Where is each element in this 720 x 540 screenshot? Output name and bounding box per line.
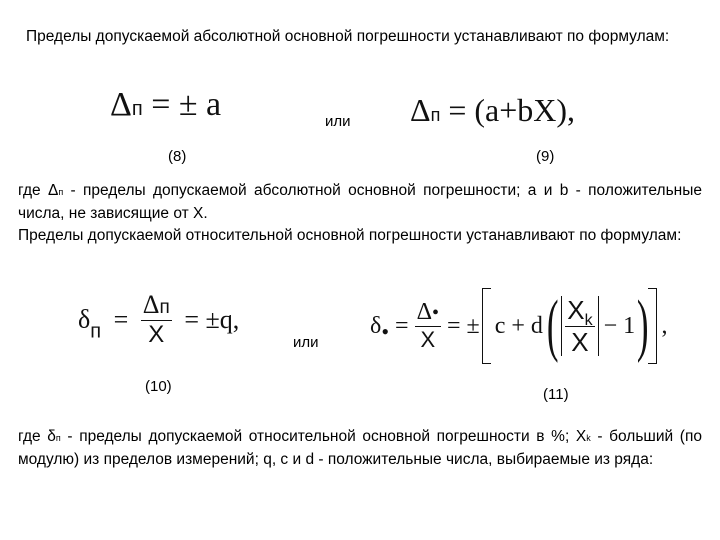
formula-10-lhs: δ [78,304,91,334]
definition-relative-mid: - пределы допускаемой относительной основной погрешности в %; Х [60,428,587,445]
outer-bracket-right [648,288,657,364]
definition-absolute-prefix: где Δ [18,182,59,199]
definition-absolute-rest: - пределы допускаемой абсолютной основной погрешности; а и b - положительные числа, не зависящие от Х. [18,182,702,222]
outer-paren-left: ( [546,287,559,364]
formula-11-comma: , [661,312,668,339]
equation-number-8: (8) [168,148,187,165]
definition-relative-prefix: где δ [18,428,56,445]
delta-subscript: п [430,105,441,125]
formula-10-lhs-sub: п [90,320,102,343]
formula-11-lhs: δ [370,312,382,339]
delta-symbol: Δ [110,86,132,123]
formula-11-lhs-sub: • [381,319,390,344]
formula-11 [370,286,667,366]
abs-bar-left [561,296,562,356]
delta-subscript: п [131,98,143,120]
inner-numerator: X [567,294,585,325]
definition-relative-sub2: k [586,433,591,443]
formula-9-rhs: = (a+bX), [440,92,576,128]
formula-10 [78,290,239,349]
paragraph-definitions-relative [18,426,702,471]
formula-11-c-plus-d: c + d [494,312,543,339]
equation-number-10: (10) [145,378,172,395]
formula-10-rhs: = ±q, [184,304,240,334]
paragraph-intro-absolute-text: Пределы допускаемой абсолютной основной погрешности устанавливают по формулам: [26,28,670,45]
equation-number-11: (11) [543,386,569,403]
definition-absolute [18,180,702,225]
inner-numerator-sub: k [584,311,593,329]
delta-symbol: Δ [410,92,431,128]
paragraph-definitions-absolute [18,180,702,247]
outer-bracket-left [482,288,491,364]
inner-denominator: X [565,326,594,358]
formula-9 [410,92,575,129]
formula-11-eq: = [395,312,409,339]
fraction-numerator: Δ [416,299,432,325]
or-label-1: или [325,113,351,130]
formula-11-minus-one: − 1 [603,312,636,339]
definition-absolute-sub: п [58,187,64,197]
formula-11-eq2: = ± [447,312,480,339]
formula-8-rhs: = ± a [142,86,222,123]
fraction-denominator: X [141,320,172,349]
paragraph-intro-relative [18,225,702,247]
inner-fraction [565,295,594,358]
formula-10-eq: = [113,304,129,334]
fraction-numerator: Δ [142,290,160,319]
paragraph-intro-relative-text: Пределы допускаемой относительной основной погрешности устанавливают по формулам: [18,227,682,244]
fraction-numerator-sub: • [432,302,440,324]
outer-paren-right: ) [636,287,649,364]
or-label-2: или [293,334,319,351]
fraction-denominator: X [415,326,441,353]
formula-11-fraction [415,299,441,353]
abs-bar-right [598,296,599,356]
formula-10-fraction [141,290,172,349]
definition-relative-rest: - больший (по модулю) из пределов измерений; q, c и d - положительные числа, выбираемые из ряда: [18,428,702,468]
formula-8 [110,86,221,124]
paragraph-intro-absolute [26,26,696,48]
fraction-numerator-sub: п [159,297,170,318]
equation-number-9: (9) [536,148,555,165]
definition-relative-sub: п [55,433,61,443]
